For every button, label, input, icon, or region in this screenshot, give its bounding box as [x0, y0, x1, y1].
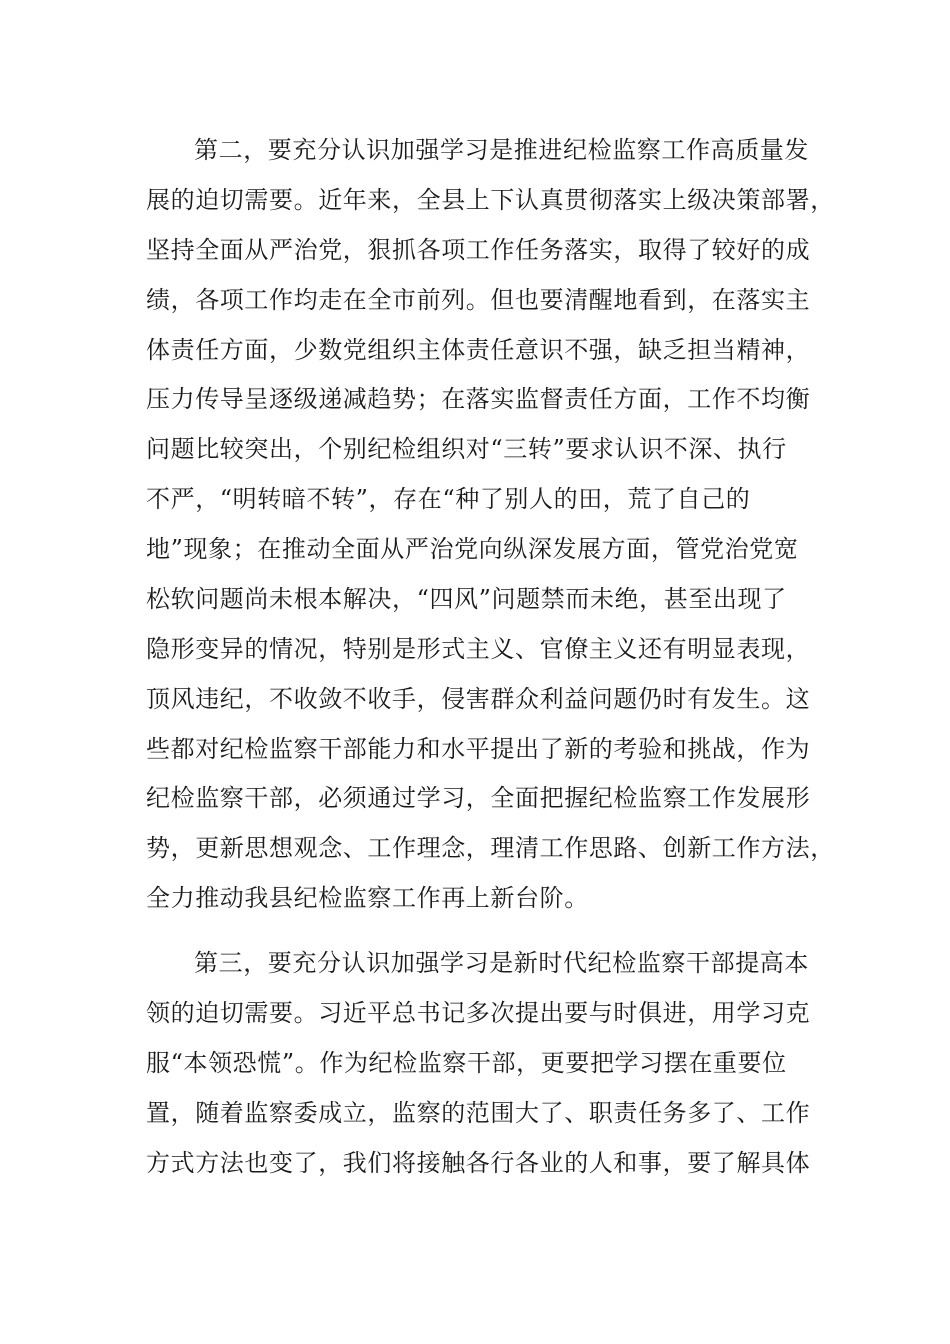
paragraph-1-line-14: 纪检监察干部，必须通过学习，全面把握纪检监察工作发展形: [146, 784, 811, 812]
paragraph-1-line-4: 绩，各项工作均走在全市前列。但也要清醒地看到，在落实主: [146, 286, 811, 314]
paragraph-1-line-2: 展的迫切需要。近年来，全县上下认真贯彻落实上级决策部署，: [146, 186, 835, 214]
paragraph-1-line-13: 些都对纪检监察干部能力和水平提出了新的考验和挑战，作为: [146, 735, 811, 763]
paragraph-1-line-12: 顶风违纪，不收敛不收手，侵害群众利益问题仍时有发生。这: [146, 685, 811, 713]
paragraph-1-line-1: 第二，要充分认识加强学习是推进纪检监察工作高质量发: [194, 136, 809, 164]
paragraph-2-line-4: 置，随着监察委成立，监察的范围大了、职责任务多了、工作: [146, 1099, 811, 1127]
paragraph-1-line-15: 势，更新思想观念、工作理念，理清工作思路、创新工作方法，: [146, 834, 835, 862]
paragraph-1-line-10: 松软问题尚未根本解决，“四风”问题禁而未绝，甚至出现了: [146, 585, 787, 613]
paragraph-1-line-8: 不严，“明转暗不转”，存在“种了别人的田，荒了自己的: [146, 485, 751, 513]
paragraph-1-line-3: 坚持全面从严治党，狠抓各项工作任务落实，取得了较好的成: [146, 236, 811, 264]
paragraph-1-line-16: 全力推动我县纪检监察工作再上新台阶。: [146, 884, 589, 912]
paragraph-1-line-11: 隐形变异的情况，特别是形式主义、官僚主义还有明显表现，: [146, 635, 811, 663]
paragraph-1-line-7: 问题比较突出，个别纪检组织对“三转”要求认识不深、执行: [146, 435, 787, 463]
paragraph-2-line-2: 领的迫切需要。习近平总书记多次提出要与时俱进，用学习克: [146, 999, 811, 1027]
paragraph-2-line-1: 第三，要充分认识加强学习是新时代纪检监察干部提高本: [194, 949, 809, 977]
paragraph-2-line-5: 方式方法也变了，我们将接触各行各业的人和事，要了解具体: [146, 1149, 811, 1177]
paragraph-1-line-6: 压力传导呈逐级递减趋势；在落实监督责任方面，工作不均衡: [146, 385, 811, 413]
paragraph-2-line-3: 服“本领恐慌”。作为纪检监察干部，更要把学习摆在重要位: [146, 1049, 787, 1077]
paragraph-1-line-9: 地”现象；在推动全面从严治党向纵深发展方面，管党治党宽: [146, 535, 799, 563]
paragraph-1-line-5: 体责任方面，少数党组织主体责任意识不强，缺乏担当精神，: [146, 336, 811, 364]
